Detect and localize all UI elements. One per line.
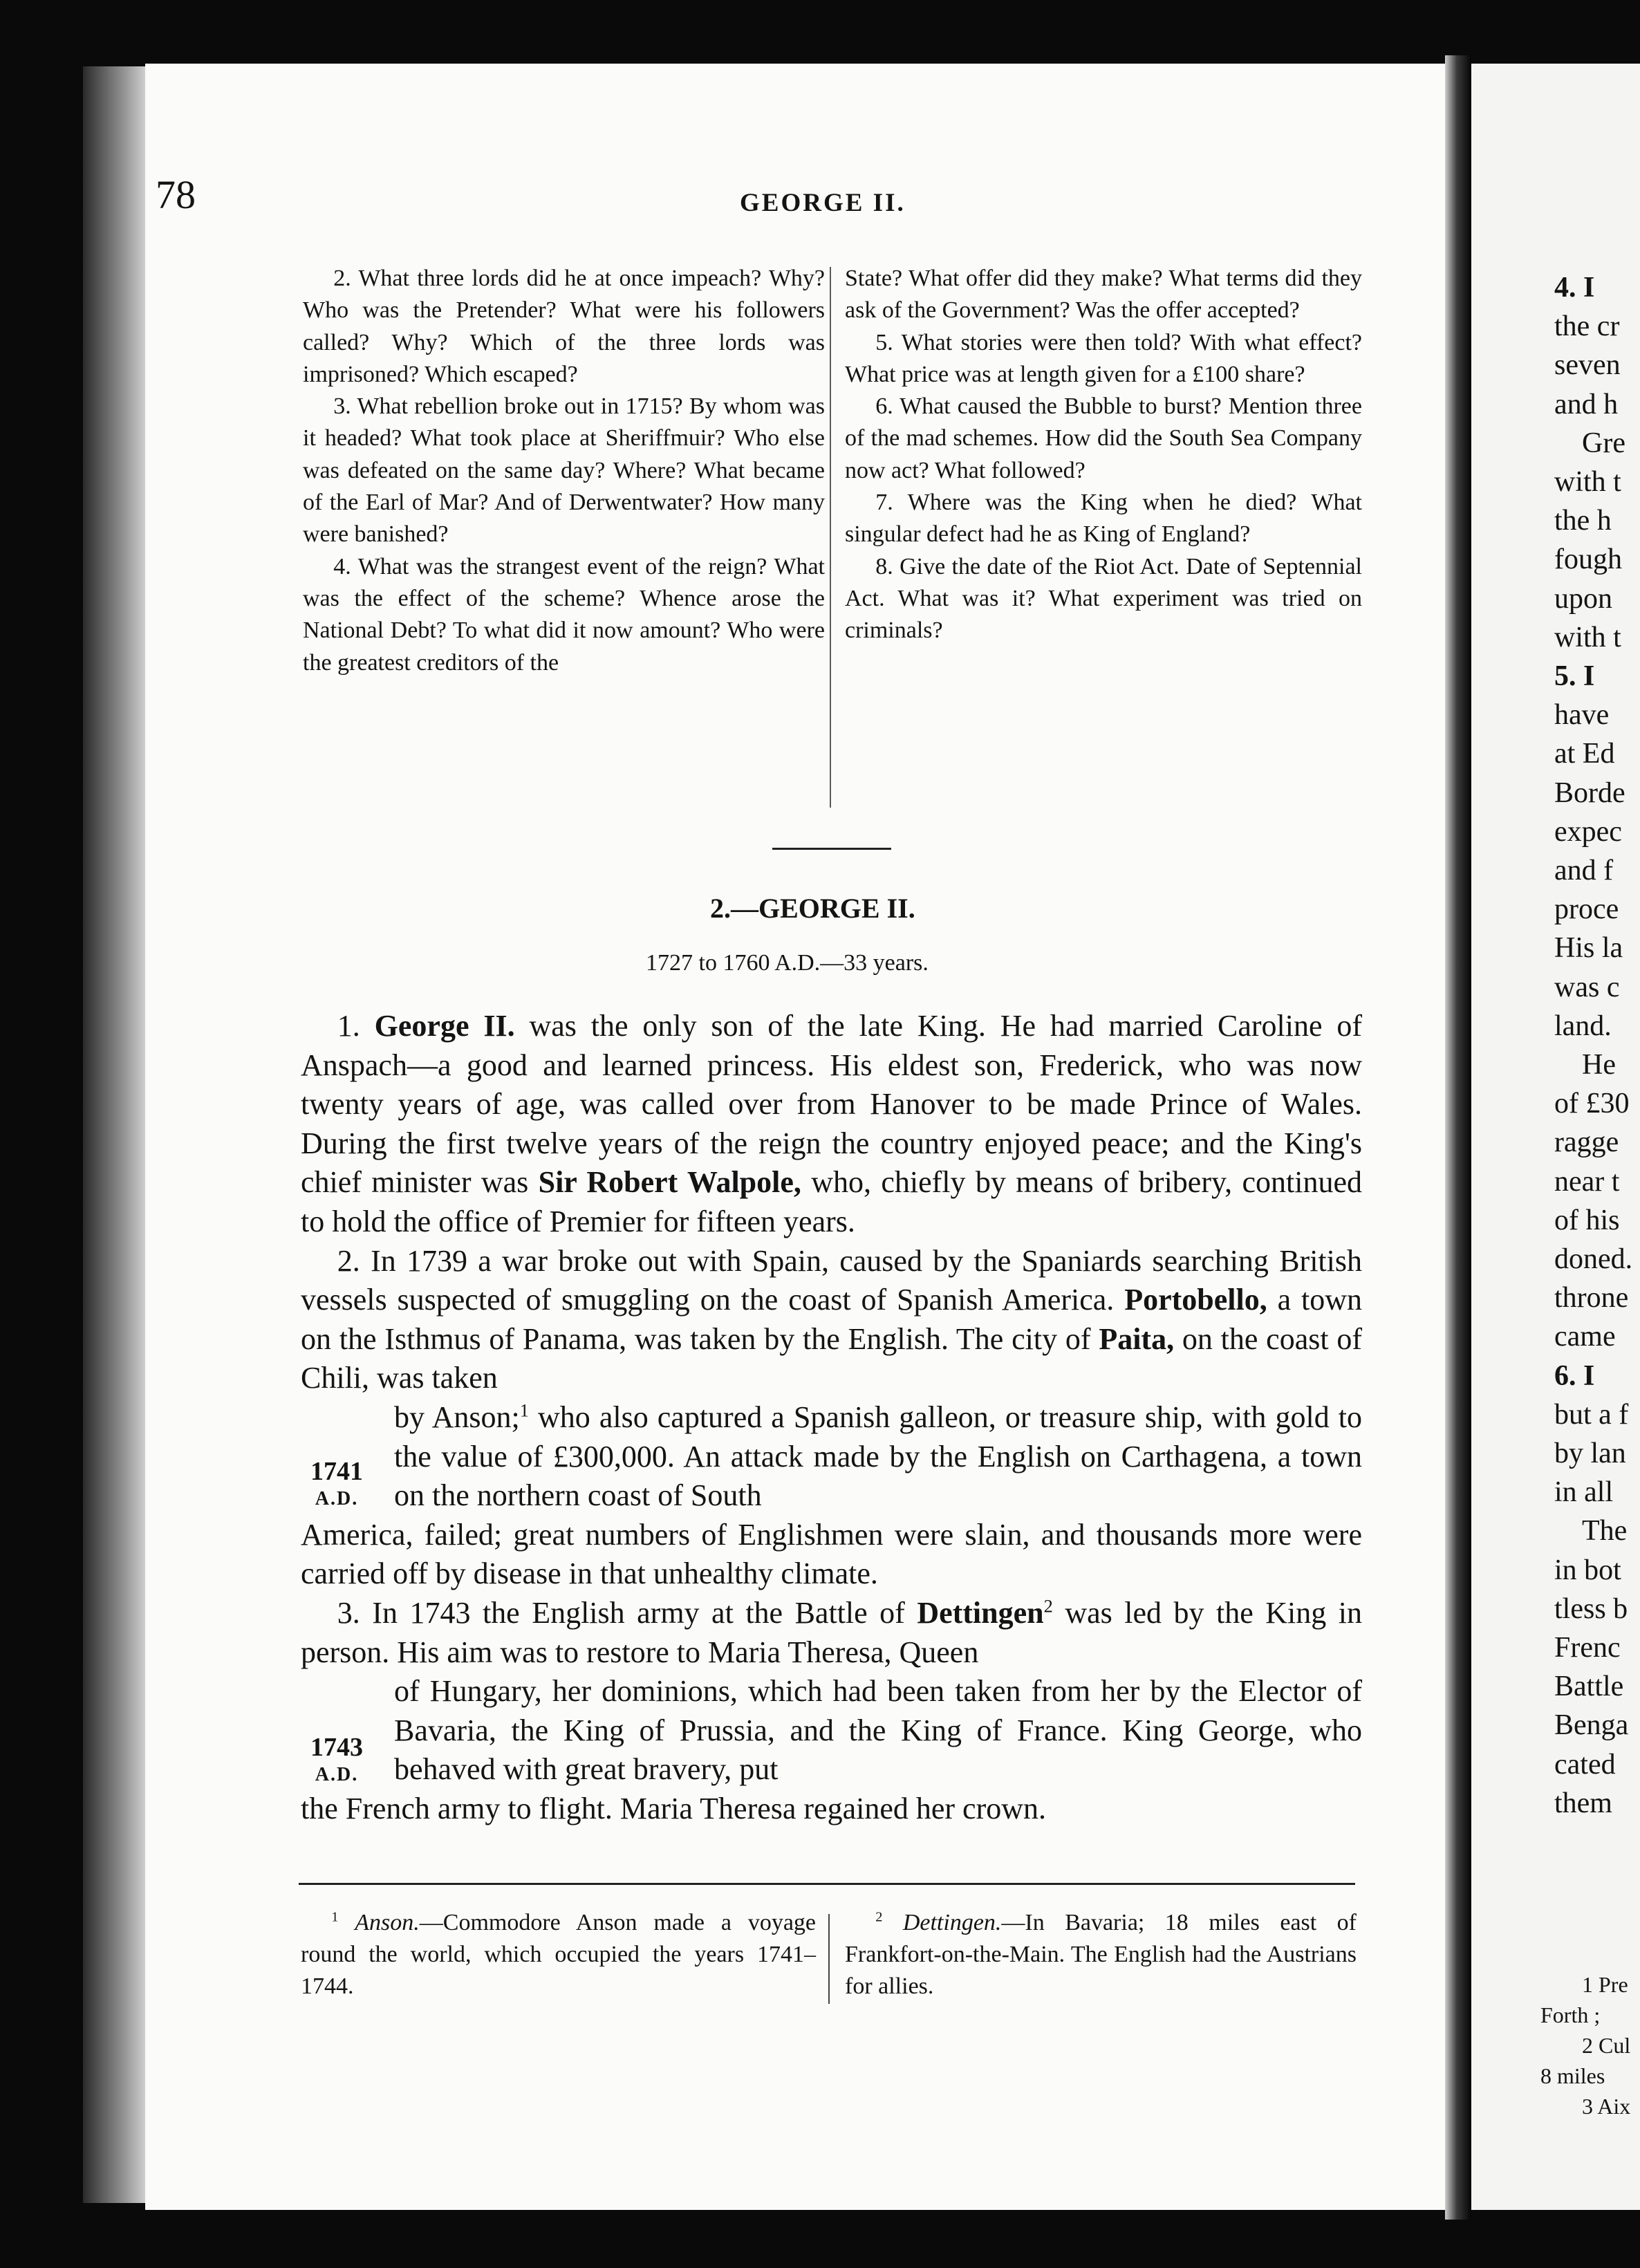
facing-page-line: throne: [1554, 1282, 1629, 1314]
section-title: 2.—GEORGE II.: [710, 893, 915, 924]
facing-page-line: upon: [1554, 582, 1612, 615]
facing-page-line: at Ed: [1554, 738, 1615, 770]
question-paragraph: 2. What three lords did he at once impeach? Why? Who was the Pretender? What were his followers called? Why? Which of the three lords was imprisoned? Which escaped?: [303, 266, 825, 387]
question-paragraph: 6. What caused the Bubble to burst? Mention three of the mad schemes. How did the South Sea Company now act? What followed?: [845, 393, 1362, 483]
facing-page-line: but a f: [1554, 1398, 1629, 1431]
facing-page-line: in bot: [1554, 1554, 1621, 1586]
facing-page-line: ragge: [1554, 1126, 1619, 1159]
facing-page-line: Battle: [1554, 1671, 1624, 1703]
body-paragraph-3: 3. In 1743 the English army at the Battle of Dettingen$^2$ was led by the King in person. His aim was to restore to Maria Theresa, Queen: [301, 1595, 1362, 1669]
facing-page-line: seven: [1554, 349, 1621, 382]
facing-page-line: was c: [1554, 971, 1620, 1003]
facing-page-line: near t: [1554, 1165, 1620, 1198]
body-paragraph-2: 2. In 1739 a war broke out with Spain, caused by the Spaniards searching British vessels suspected of smuggling on the coast of Spanish America. Portobello, a town on the Isthmus of Panama, was taken by the English. The city of Paita, on the coast of Chili, was taken: [301, 1243, 1363, 1395]
facing-page-line: with t: [1554, 466, 1621, 498]
footnote-marker: 1: [519, 1400, 529, 1421]
questions-right-column: [845, 263, 1362, 647]
footnote-rule: [299, 1883, 1355, 1885]
facing-page-line: of his: [1554, 1204, 1620, 1236]
facing-page-line: 5. I: [1554, 660, 1595, 692]
facing-page-line: expec: [1554, 815, 1622, 848]
footnote-marker: 2: [1043, 1595, 1053, 1617]
facing-page-line: with t: [1554, 621, 1621, 653]
facing-page-footnote-line: Forth ;: [1540, 2002, 1601, 2027]
footnote-divider: [828, 1914, 830, 2004]
facing-page-line: Benga: [1554, 1709, 1629, 1742]
facing-page-line: and h: [1554, 388, 1619, 420]
facing-page-footnote-line: 3 Aix: [1582, 2094, 1631, 2119]
facing-page-line: by lan: [1554, 1438, 1626, 1469]
body-paragraph-3-end: the French army to flight. Maria Theresa regained her crown.: [301, 1791, 1046, 1825]
facing-page-line: the cr: [1554, 310, 1620, 343]
main-text: [301, 1007, 1362, 1828]
facing-page-footnote-line: 1 Pre: [1582, 1972, 1628, 1997]
facing-page: [1471, 64, 1640, 2210]
section-separator: [772, 848, 891, 850]
body-paragraph-3-indented: of Hungary, her dominions, which had been taken from her by the Elector of Bavaria, the King of Prussia, and the King of France. King George, who behaved with great bravery, put: [394, 1674, 1362, 1787]
facing-page-line: them: [1554, 1787, 1612, 1819]
bold-term: George II.: [374, 1009, 515, 1043]
facing-page-line: 4. I: [1554, 272, 1595, 304]
body-paragraph-2-indented: by Anson;$^1$ who also captured a Spanish galleon, or treasure ship, with gold to the value of £300,000. An attack made by the English on Carthagena, a town on the northern coast of South: [394, 1400, 1362, 1513]
facing-page-line: proce: [1554, 893, 1619, 926]
question-paragraph: 7. Where was the King when he died? What singular defect had he as King of England?: [845, 490, 1362, 548]
facing-page-line: fough: [1554, 543, 1622, 576]
running-title: GEORGE II.: [740, 189, 906, 217]
facing-page-line: in all: [1554, 1476, 1614, 1509]
facing-page-line: His la: [1554, 932, 1623, 965]
page-number: 78: [156, 172, 196, 217]
question-paragraph: 8. Give the date of the Riot Act. Date of Septennial Act. What was it? What experiment was tried on criminals?: [845, 553, 1362, 644]
facing-page-line: of £30: [1554, 1088, 1630, 1120]
bold-term: Portobello,: [1124, 1283, 1267, 1317]
question-paragraph: State? What offer did they make? What terms did they ask of the Government? Was the offer accepted?: [845, 266, 1362, 324]
facing-page-line: doned.: [1554, 1243, 1633, 1275]
facing-page-footnote-line: 8 miles: [1540, 2063, 1605, 2088]
facing-page-line: Frenc: [1554, 1632, 1621, 1664]
bold-term: Sir Robert Walpole,: [538, 1165, 801, 1200]
body-paragraph-2-end: America, failed; great numbers of Englishmen were slain, and thousands more were carried off by disease in that unhealthy climate.: [301, 1517, 1362, 1591]
facing-page-line: the h: [1554, 505, 1612, 537]
footnote-1: $^1$ Anson.—Commodore Anson made a voyage round the world, which occupied the years 1741–1744.: [301, 1909, 817, 1999]
margin-date-note: 1743 A.D.: [310, 1733, 363, 1785]
facing-page-line: and f: [1554, 855, 1614, 886]
section-dates: 1727 to 1760 A.D.—33 years.: [646, 950, 929, 976]
bold-term: Dettingen: [917, 1595, 1044, 1630]
questions-left-column: [303, 263, 825, 679]
facing-page-line: have: [1554, 699, 1610, 732]
facing-page-line: Gre: [1582, 427, 1625, 459]
column-divider: [830, 267, 831, 808]
question-paragraph: 3. What rebellion broke out in 1715? By whom was it headed? What took place at Sheriffmuir? Who else was defeated on the same day? Where? What became of the Earl of Mar? And of Derwentwater? How many were banished?: [303, 393, 825, 548]
question-paragraph: 4. What was the strangest event of the reign? What was the effect of the scheme? Whence arose the National Debt? To what did it now amount? Who were the greatest creditors of the: [303, 553, 825, 676]
facing-page-line: tless b: [1554, 1592, 1628, 1625]
facing-page-line: came: [1554, 1321, 1616, 1353]
margin-date-note: 1741 A.D.: [310, 1457, 363, 1509]
footnote-2: $^2$ Dettingen.—In Bavaria; 18 miles east of Frankfort-on-the-Main. The English had the Austrians for allies.: [845, 1909, 1357, 1999]
page-edge-stack: [83, 66, 145, 2203]
facing-page-line: land.: [1554, 1010, 1612, 1042]
facing-page-footnote-line: 2 Cul: [1582, 2033, 1631, 2058]
facing-page-line: He: [1582, 1049, 1616, 1081]
bold-term: Paita,: [1099, 1321, 1175, 1356]
question-paragraph: 5. What stories were then told? With what effect? What price was at length given for a £100 share?: [845, 329, 1362, 387]
facing-page-line: Borde: [1554, 777, 1625, 809]
facing-page-line: The: [1582, 1515, 1628, 1547]
facing-page-line: 6. I: [1554, 1359, 1595, 1392]
body-paragraph-1: 1. George II. was the only son of the late King. He had married Caroline of Anspach—a good and learned princess. His eldest son, Frederick, who was now twenty years of age, was called over from Hanover to be made Prince of Wales. During the first twelve years of the reign the country enjoyed peace; and the King's chief minister was Sir Robert Walpole, who, chiefly by means of bribery, continued to hold the office of Premier for fifteen years.: [301, 1009, 1362, 1238]
facing-page-line: cated: [1554, 1748, 1616, 1781]
book-gutter: [1445, 55, 1471, 2220]
